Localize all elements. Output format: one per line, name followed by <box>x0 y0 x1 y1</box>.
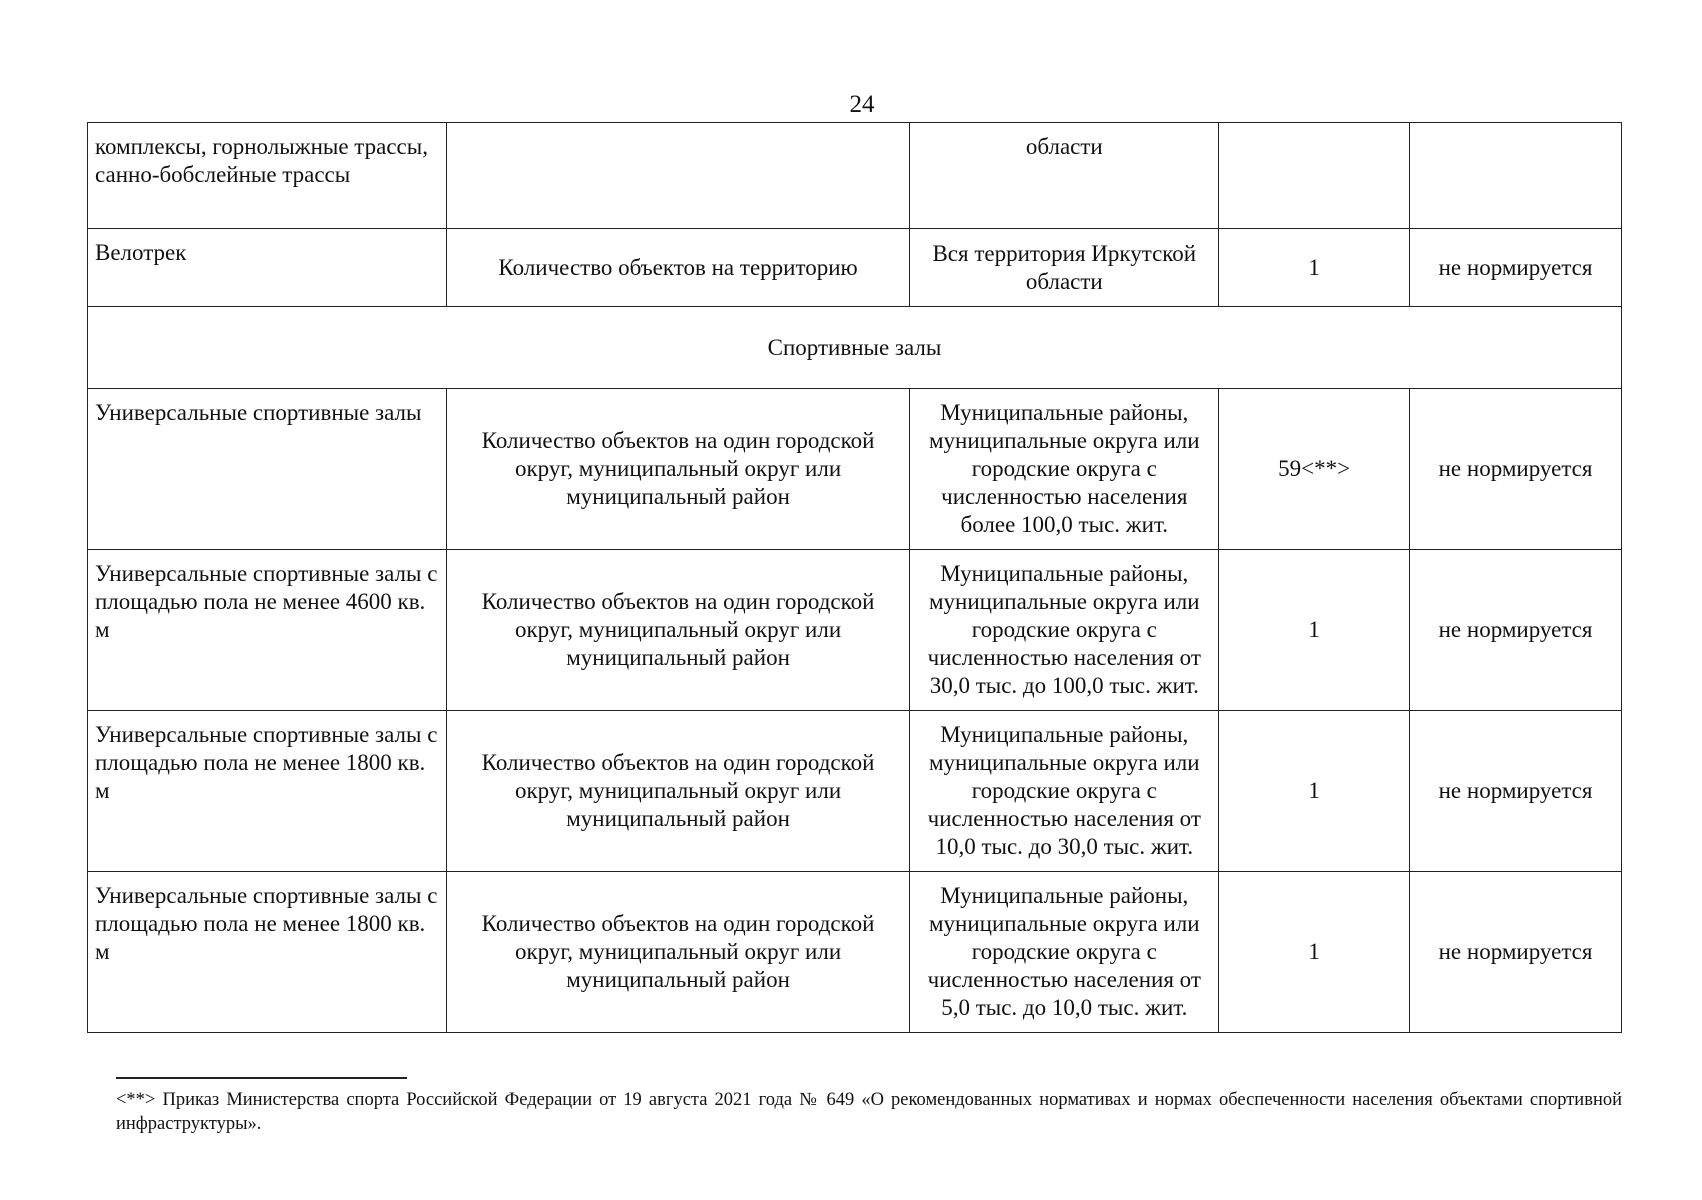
table-row <box>88 229 1622 307</box>
value-cell <box>1219 123 1410 229</box>
territory-cell: Муниципальные районы, муниципальные округа или городские округа с численностью населения от 30,0 тыс. до 100,0 тыс. жит. <box>910 550 1219 711</box>
value-cell: 1 <box>1219 872 1410 1033</box>
indicator-cell: Количество объектов на один городской округ, муниципальный округ или муниципальный район <box>446 550 910 711</box>
value-cell: 1 <box>1219 711 1410 872</box>
footnote: <**> Приказ Министерства спорта Российской Федерации от 19 августа 2021 года № 649 «О рекомендованных нормативах и нормах обеспеченности населения объектами спортивной инфраструктуры». <box>116 1090 1622 1134</box>
territory-cell: Вся территория Иркутской области <box>910 229 1219 307</box>
value-cell: 59<**> <box>1219 389 1410 550</box>
object-cell: Универсальные спортивные залы <box>88 389 447 550</box>
norm-cell: не нормируется <box>1410 229 1622 307</box>
footnote-divider <box>116 1077 407 1079</box>
table-row <box>88 389 1622 550</box>
page-number: 24 <box>849 91 875 118</box>
object-cell: Велотрек <box>88 229 447 307</box>
territory-cell: Муниципальные районы, муниципальные округа или городские округа с численностью населения более 100,0 тыс. жит. <box>910 389 1219 550</box>
section-heading: Спортивные залы <box>88 307 1622 389</box>
indicator-cell: Количество объектов на территорию <box>446 229 910 307</box>
value-cell: 1 <box>1219 550 1410 711</box>
object-cell: Универсальные спортивные залы с площадью пола не менее 1800 кв. м <box>88 711 447 872</box>
norm-cell: не нормируется <box>1410 711 1622 872</box>
table-row <box>88 872 1622 1033</box>
standards-table <box>87 122 1622 1033</box>
indicator-cell: Количество объектов на один городской округ, муниципальный округ или муниципальный район <box>446 389 910 550</box>
table-row <box>88 711 1622 872</box>
territory-cell: области <box>910 123 1219 229</box>
norm-cell <box>1410 123 1622 229</box>
object-cell: Универсальные спортивные залы с площадью пола не менее 4600 кв. м <box>88 550 447 711</box>
indicator-cell: Количество объектов на один городской округ, муниципальный округ или муниципальный район <box>446 711 910 872</box>
norm-cell: не нормируется <box>1410 872 1622 1033</box>
object-cell: Универсальные спортивные залы с площадью пола не менее 1800 кв. м <box>88 872 447 1033</box>
object-cell: комплексы, горнолыжные трассы, санно-бобслейные трассы <box>88 123 447 229</box>
value-cell: 1 <box>1219 229 1410 307</box>
table-row <box>88 123 1622 229</box>
territory-cell: Муниципальные районы, муниципальные округа или городские округа с численностью населения от 5,0 тыс. до 10,0 тыс. жит. <box>910 872 1219 1033</box>
indicator-cell: Количество объектов на один городской округ, муниципальный округ или муниципальный район <box>446 872 910 1033</box>
indicator-cell <box>446 123 910 229</box>
norm-cell: не нормируется <box>1410 550 1622 711</box>
territory-cell: Муниципальные районы, муниципальные округа или городские округа с численностью населения от 10,0 тыс. до 30,0 тыс. жит. <box>910 711 1219 872</box>
section-row <box>88 307 1622 389</box>
table-row <box>88 550 1622 711</box>
norm-cell: не нормируется <box>1410 389 1622 550</box>
